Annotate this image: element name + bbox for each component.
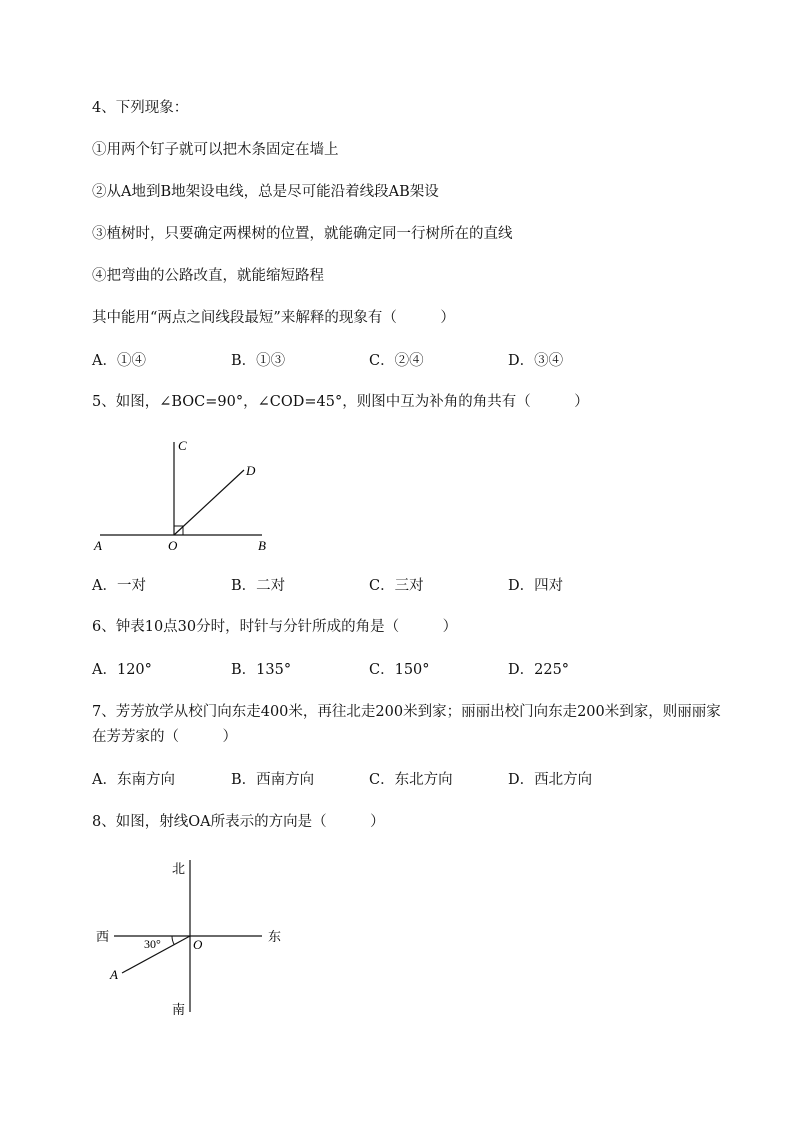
q6-option-c: C．150° (369, 662, 430, 678)
q7-option-d: D．西北方向 (508, 772, 593, 788)
q5-stem: 5、如图，∠BOC=90°，∠COD=45°，则图中互为补角的角共有（ ） (92, 394, 589, 410)
q7-stem-line1: 7、芳芳放学从校门向东走400米，再往北走200米到家；丽丽出校门向东走200米到家，则丽丽家 (92, 704, 721, 720)
label-c: C (178, 438, 187, 453)
q4-stem: 4、下列现象： (92, 100, 189, 116)
q5-option-b: B．二对 (231, 578, 286, 594)
q4-option-d: D．③④ (508, 353, 564, 369)
q4-option-c: C．②④ (369, 353, 424, 369)
q5-option-c: C．三对 (369, 578, 424, 594)
q7-stem-line2: 在芳芳家的（ ） (92, 729, 237, 745)
q4-option-b: B．①③ (231, 353, 286, 369)
q4-item-4: ④把弯曲的公路改直，就能缩短路程 (92, 268, 324, 284)
q8-stem: 8、如图，射线OA所表示的方向是（ ） (92, 814, 385, 830)
angle-arc (172, 936, 174, 945)
q4-option-a: A．①④ (92, 353, 146, 369)
q4-item-3: ③植树时，只要确定两棵树的位置，就能确定同一行树所在的直线 (92, 226, 513, 242)
q7-option-b: B．西南方向 (231, 772, 315, 788)
q5-option-d: D．四对 (508, 578, 564, 594)
label-b: B (258, 538, 266, 553)
q8-direction-figure (90, 852, 300, 1022)
angle-label: 30° (144, 937, 161, 951)
q5-angle-figure (90, 430, 290, 560)
q4-question: 其中能用“两点之间线段最短”来解释的现象有（ ） (92, 310, 455, 326)
label-west: 西 (96, 929, 110, 944)
label-o: O (168, 538, 178, 553)
label-d: D (246, 463, 256, 478)
ray-od (174, 470, 244, 535)
q7-option-a: A．东南方向 (92, 772, 175, 788)
q6-option-b: B．135° (231, 662, 292, 678)
q5-option-a: A．一对 (92, 578, 146, 594)
label-o: O (193, 937, 203, 952)
q4-item-2: ②从A地到B地架设电线，总是尽可能沿着线段AB架设 (92, 184, 439, 200)
q7-option-c: C．东北方向 (369, 772, 453, 788)
q4-item-1: ①用两个钉子就可以把木条固定在墙上 (92, 142, 339, 158)
label-north: 北 (172, 861, 186, 876)
q6-option-a: A．120° (92, 662, 152, 678)
label-a: A (94, 538, 102, 553)
label-a: A (110, 967, 118, 982)
q6-stem: 6、钟表10点30分时，时针与分针所成的角是（ ） (92, 619, 458, 635)
label-east: 东 (268, 929, 282, 944)
q6-option-d: D．225° (508, 662, 570, 678)
label-south: 南 (172, 1002, 186, 1017)
